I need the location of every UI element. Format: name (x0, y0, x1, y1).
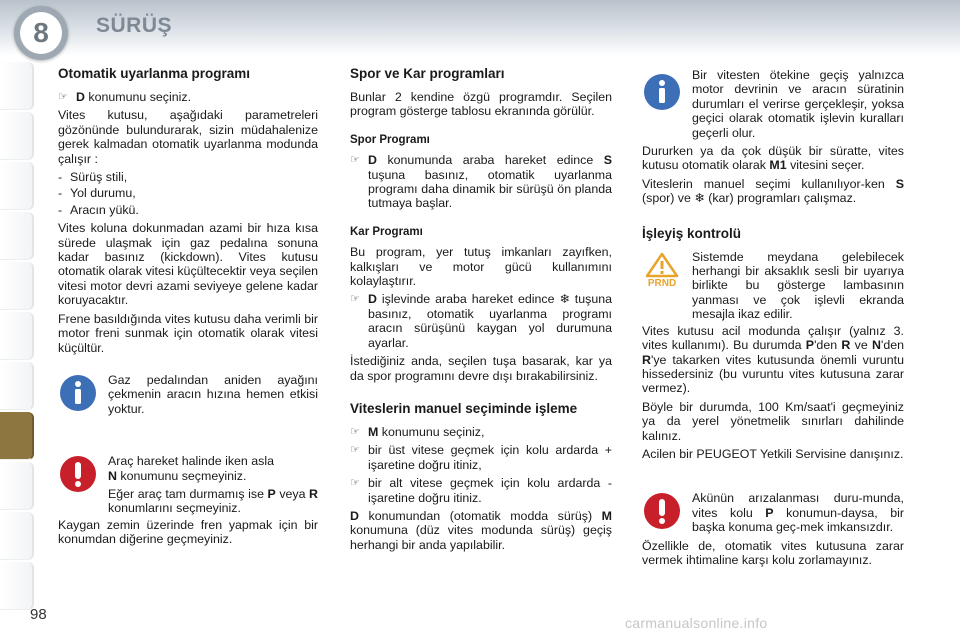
bullet-text: konumunu seçiniz, (381, 424, 485, 439)
paragraph-text: (kar) programları çalışmaz. (708, 191, 857, 206)
key-d: D (76, 90, 85, 104)
list-item-text: Sürüş stili, (70, 170, 128, 185)
pointing-hand-icon: ☞ (350, 444, 360, 457)
key-r: R (841, 338, 851, 353)
key-p: P (765, 505, 774, 520)
chapter-tab[interactable] (0, 62, 34, 110)
key-d: D (368, 292, 377, 307)
warning-note (58, 454, 318, 516)
info-note (642, 68, 904, 140)
snowflake-icon: ❄ (694, 191, 705, 206)
paragraph-text: konumundan (otomatik modda sürüş) (368, 508, 593, 523)
paragraph: Bunlar 2 kendine özgü programdır. Seçilen program gösterge tablosu ekranında görülür. (350, 90, 612, 119)
paragraph: Frene basıldığında vites kutusu daha verimli bir motor freni sunmak için otomatik olarak vitesi küçültür. (58, 311, 318, 355)
paragraph-text: ve (854, 338, 868, 353)
chapter-tab[interactable] (0, 312, 34, 360)
chapter-tabs (0, 62, 34, 612)
key-r: R (309, 486, 318, 501)
paragraph (642, 144, 904, 173)
warning-text: Eğer araç tam durmamış ise (108, 486, 264, 501)
info-icon (642, 72, 682, 112)
bullet-text: işlevinde araba hareket edince (381, 292, 555, 307)
prnd-label: PRND (647, 278, 677, 290)
list-item: - Sürüş stili, (58, 170, 128, 185)
key-m: M (368, 424, 379, 439)
paragraph: Vites kutusu, aşağıdaki parametreleri gözönünde bulundurarak, sizin müdahalenize gerek kalmadan otomatik uyarlanma modunda çalışır : (58, 108, 318, 166)
info-note (58, 373, 318, 416)
bullet-text: konumunda araba hareket edince (387, 153, 594, 168)
info-note-text: Bir vitesten ötekine geçiş yalnızca motor devrinin ve aracın süratinin durumları el verirse gerçekleşir, yoksa geçici olarak otomatik işlevin kuralları geçerli olur. (692, 68, 904, 140)
bullet-upshift (350, 443, 612, 472)
warning-text: konumlarını seçmeyiniz. (108, 501, 241, 516)
prnd-note (642, 250, 904, 322)
paragraph: İstediğiniz anda, seçilen tuşa basarak, kar ya da spor programını devre dışı bırakabilirsiniz. (350, 354, 612, 383)
section-heading-sport-snow: Spor ve Kar programları (350, 66, 505, 81)
paragraph (350, 509, 612, 552)
warning-note (642, 491, 904, 534)
warning-text: konumun-daysa, bir başka konuma geç-mek imkansızdır. (692, 505, 904, 535)
middle-column (350, 66, 612, 556)
bullet-sport (350, 153, 612, 211)
paragraph-text: vitesini seçer. (790, 158, 865, 173)
right-column (642, 68, 904, 571)
paragraph (642, 177, 904, 206)
paragraph-text: konumuna (düz vites modunda sürüş) geçiş herhangi bir anda yapılabilir. (350, 523, 612, 552)
left-column (58, 66, 318, 551)
bullet-downshift (350, 476, 612, 505)
chapter-tab[interactable] (0, 112, 34, 160)
paragraph-text: 'den (814, 338, 838, 353)
key-s: S (603, 153, 612, 168)
paragraph (642, 324, 904, 396)
pointing-hand-icon: ☞ (350, 154, 360, 167)
key-m1: M1 (769, 158, 787, 173)
chapter-tab[interactable] (0, 512, 34, 560)
paragraph-text: 'ye takarken vites kutusunda önemli vuruntu hissedersiniz (bu vuruntu vites kutusuna zarar vermez). (642, 352, 904, 396)
warning-text: Araç hareket halinde iken asla (108, 454, 274, 469)
warning-text: veya (279, 486, 306, 501)
chapter-badge (14, 6, 68, 60)
paragraph: Böyle bir durumda, 100 Km/saat'i geçmeyiniz ya da yerel yönetmelik sınırları dahilinde kalınız. (642, 399, 904, 443)
prnd-note-text: Sistemde meydana gelebilecek herhangi bir aksaklık sesli bir uyarıya birlikte bu gösterge lambasının yanması ve çok işlevli ekranda mesajla ikaz edilir. (692, 249, 904, 322)
chapter-tab[interactable] (0, 562, 34, 610)
watermark: carmanualsonline.info (625, 615, 768, 631)
key-s: S (895, 176, 904, 191)
chapter-tab[interactable] (0, 362, 34, 410)
key-n: N (872, 338, 881, 353)
subheading-sport: Spor Programı (350, 133, 430, 146)
list-item: - Aracın yükü. (58, 202, 139, 217)
bullet-text: konumunu seçiniz. (88, 90, 192, 104)
page-header (0, 0, 960, 56)
key-n: N (108, 468, 117, 483)
section-heading-auto-program: Otomatik uyarlanma programı (58, 66, 251, 81)
page-number: 98 (30, 606, 47, 623)
info-note-text: Gaz pedalından aniden ayağını çekmenin aracın hızına hemen etkisi yoktur. (108, 372, 318, 416)
warning-paragraph: Kaygan zemin üzerinde fren yapmak için bir konumdan diğerine geçmeyiniz. (58, 517, 318, 547)
paragraph-text: Viteslerin manuel seçimi kullanılıyor-ken (642, 176, 885, 191)
warning-icon (642, 491, 682, 531)
paragraph: Bu program, yer tutuş imkanları zayıfken, kalkışları ve motor gücü kullanımını kolaylaştırır. (350, 245, 612, 289)
bullet-text: tuşuna basınız, otomatik uyarlanma programı aracın sürüşünü kaygan yol durumuna ayarlar. (368, 292, 612, 350)
pointing-hand-icon: ☞ (350, 477, 360, 490)
bullet-text: bir alt vitese geçmek için kolu ardarda - işaretine doğru itiniz. (368, 476, 612, 505)
paragraph-text: 'den (880, 338, 904, 353)
paragraph-text: Dururken ya da çok düşük bir süratte, vites kutusu otomatik olarak (642, 144, 904, 173)
bullet-snow (350, 292, 612, 350)
chapter-number: 8 (20, 12, 62, 54)
list-item-text: Yol durumu, (70, 186, 136, 201)
chapter-tab[interactable] (0, 162, 34, 210)
key-d: D (368, 153, 377, 168)
warning-text: Akünün arızalanması duru-munda, vites kolu (692, 491, 904, 520)
section-heading-operation-check: İşleyiş kontrolü (642, 225, 742, 241)
list-item: - Yol durumu, (58, 186, 136, 201)
bullet-select-m (350, 425, 612, 439)
warning-text: konumunu seçmeyiniz. (120, 468, 247, 483)
chapter-title: SÜRÜŞ (96, 14, 173, 37)
paragraph: Vites koluna dokunmadan azami bir hıza kısa sürede ulaşmak için gaz pedalına sonuna kadar basınız (kickdown). Vites kutusu otomatik olarak vitesi küçültecektir veya seçilen vitesi motor devri azami seviyeye gelene kadar koruyacaktır. (58, 221, 318, 308)
snowflake-icon: ❄ (559, 292, 570, 307)
list-item-text: Aracın yükü. (70, 202, 139, 217)
key-p: P (805, 338, 815, 353)
chapter-tab[interactable] (0, 262, 34, 310)
warning-icon (58, 454, 98, 494)
key-r: R (642, 352, 651, 367)
chapter-tab-active[interactable] (0, 412, 34, 460)
key-p: P (267, 486, 276, 501)
pointing-hand-icon: ☞ (350, 425, 360, 438)
key-d: D (350, 508, 359, 523)
bullet-text: bir üst vitese geçmek için kolu ardarda + işaretine doğru itiniz, (368, 443, 612, 472)
bullet-text: tuşuna basınız, otomatik uyarlanma programı daha dinamik bir sürüşü ön planda tutmaya başlar. (368, 167, 612, 211)
pointing-hand-icon: ☞ (58, 91, 68, 103)
info-icon (58, 373, 98, 413)
prnd-warning-icon (642, 250, 682, 292)
chapter-tab[interactable] (0, 462, 34, 510)
pointing-hand-icon: ☞ (350, 293, 360, 306)
section-heading-manual: Viteslerin manuel seçiminde işleme (350, 400, 578, 416)
warning-paragraph: Özellikle de, otomatik vites kutusuna zarar vermek ihtimaline karşı kolu zorlamayınız. (642, 538, 904, 567)
subheading-snow: Kar Programı (350, 225, 423, 238)
chapter-tab[interactable] (0, 212, 34, 260)
paragraph-text: Vites kutusu acil modunda çalışır (yalnız 3. vites kullanımı). Bu durumda (642, 323, 904, 353)
key-m: M (601, 508, 612, 523)
paragraph: Acilen bir PEUGEOT Yetkili Servisine danışınız. (642, 446, 904, 461)
bullet-select-d (58, 90, 318, 104)
paragraph-text: (spor) ve (642, 191, 691, 206)
